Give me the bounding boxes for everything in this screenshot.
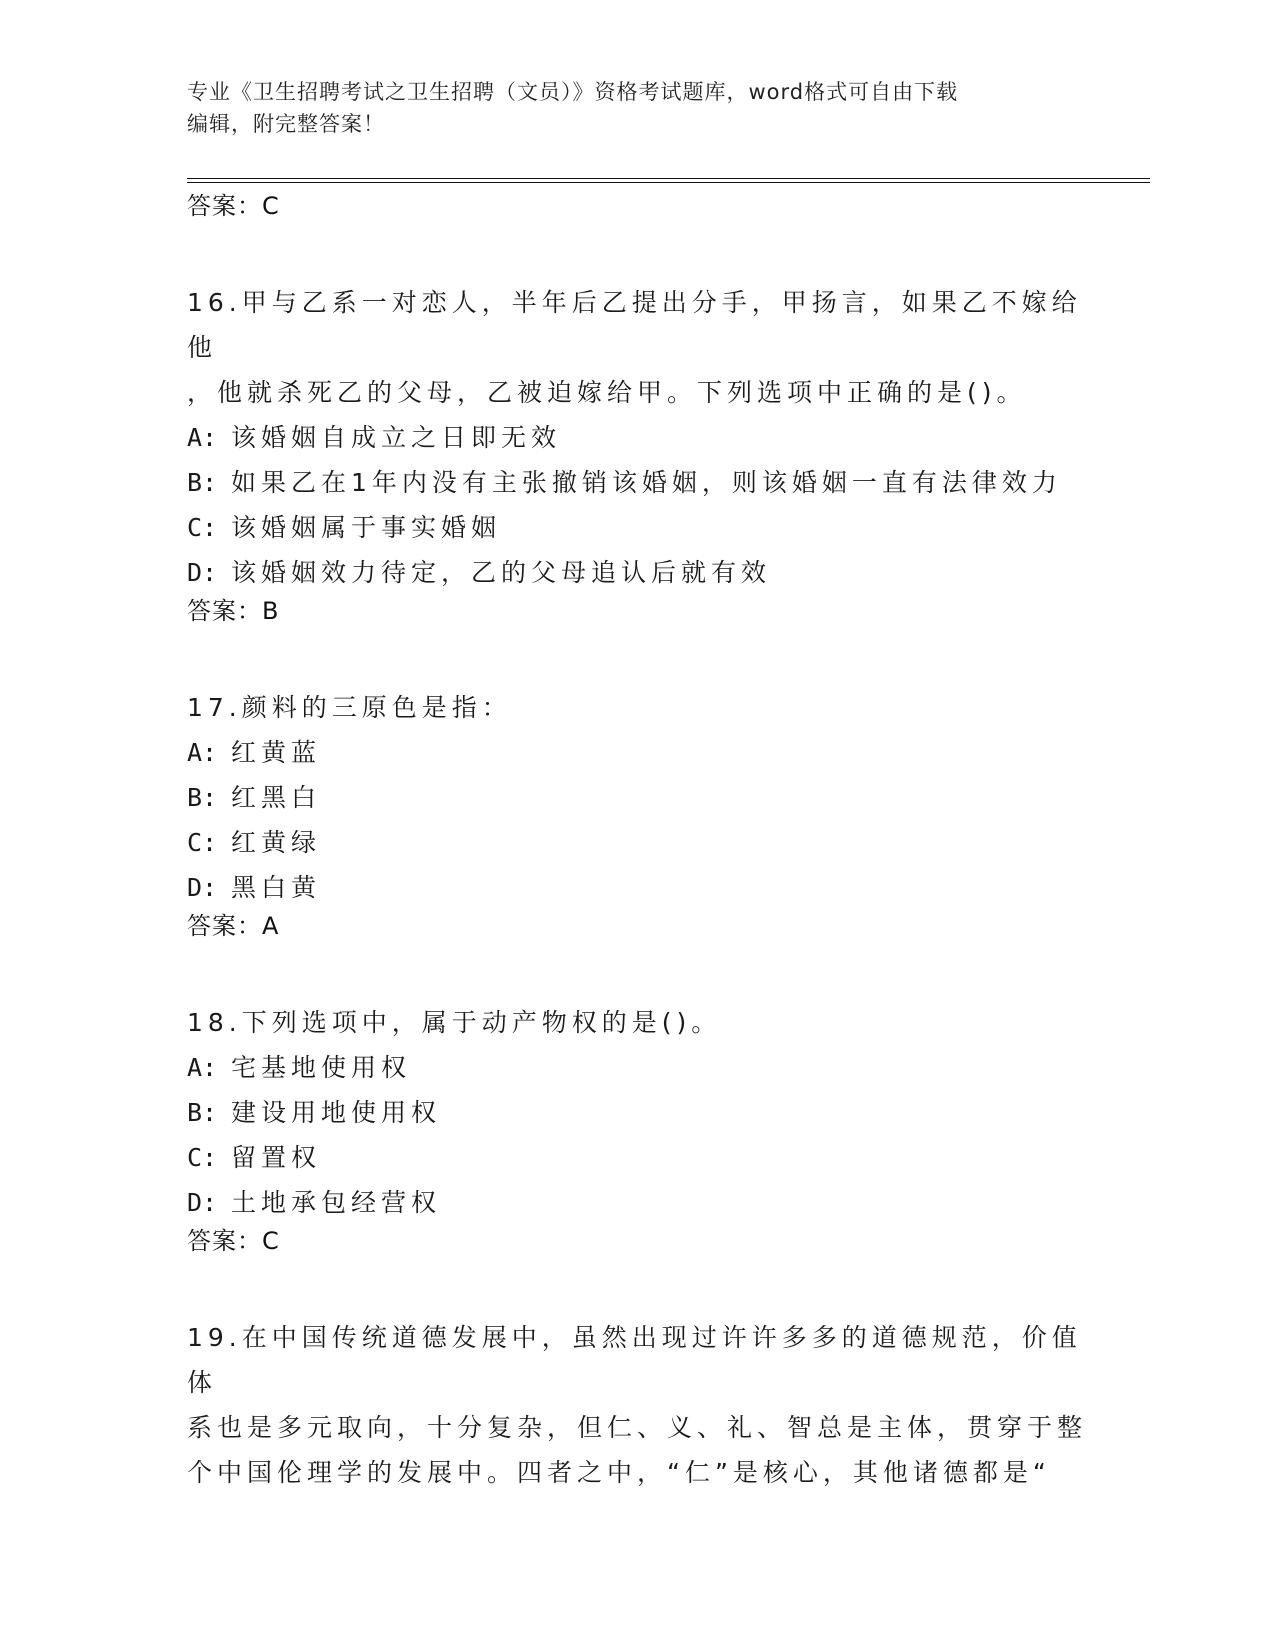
- option-c: [187, 505, 1087, 550]
- question-text-line: ，他就杀死乙的父母，乙被迫嫁给甲。下列选项中正确的是()。: [187, 378, 1027, 407]
- option-a: [187, 415, 1087, 460]
- option-letter: B:: [187, 783, 218, 812]
- header-line-2: 编辑，附完整答案！: [187, 112, 385, 136]
- answer-17: 答案：A: [187, 912, 280, 940]
- option-a: [187, 730, 1087, 775]
- question-text-line: 系也是多元取向，十分复杂，但仁、义、礼、智总是主体，贯穿于整: [187, 1413, 1088, 1442]
- answer-18: 答案：C: [187, 1227, 280, 1255]
- question-text-line: 16.甲与乙系一对恋人，半年后乙提出分手，甲扬言，如果乙不嫁给他: [187, 288, 1082, 362]
- option-text: 土地承包经营权: [231, 1188, 442, 1217]
- option-b: [187, 1090, 1087, 1135]
- option-text: 建设用地使用权: [231, 1098, 442, 1127]
- option-text: 红黄绿: [231, 828, 322, 857]
- option-text: 红黄蓝: [231, 738, 322, 767]
- option-text: 宅基地使用权: [231, 1053, 412, 1082]
- option-a: [187, 1045, 1087, 1090]
- option-letter: D:: [187, 873, 218, 902]
- option-c: [187, 1135, 1087, 1180]
- option-text: 留置权: [231, 1143, 322, 1172]
- question-17-text: [187, 685, 1087, 730]
- option-text: 该婚姻效力待定，乙的父母追认后就有效: [231, 558, 772, 587]
- option-c: [187, 820, 1087, 865]
- question-18: [187, 1000, 1087, 1270]
- option-letter: B:: [187, 468, 218, 497]
- question-text-line: 19.在中国传统道德发展中，虽然出现过许许多多的道德规范，价值体: [187, 1323, 1082, 1397]
- option-letter: B:: [187, 1098, 218, 1127]
- answer-15: 答案：C: [187, 192, 280, 220]
- option-letter: A:: [187, 1053, 218, 1082]
- question-16-text: [187, 280, 1087, 415]
- option-text: 黑白黄: [231, 873, 322, 902]
- question-16: [187, 280, 1087, 640]
- option-letter: D:: [187, 558, 218, 587]
- document-body: [187, 190, 1087, 1495]
- option-d: [187, 550, 1087, 595]
- question-19: [187, 1315, 1087, 1495]
- option-d: [187, 865, 1087, 910]
- header-divider: [187, 178, 1150, 183]
- option-letter: A:: [187, 423, 218, 452]
- header-line-1: 专业《卫生招聘考试之卫生招聘（文员）》资格考试题库，word格式可自由下载: [187, 80, 959, 104]
- option-text: 红黑白: [231, 783, 322, 812]
- answer-16: 答案：B: [187, 597, 280, 625]
- question-18-text: [187, 1000, 1087, 1045]
- option-letter: C:: [187, 828, 218, 857]
- question-19-text: [187, 1315, 1087, 1495]
- question-17: [187, 685, 1087, 955]
- option-letter: C:: [187, 1143, 218, 1172]
- option-text: 该婚姻自成立之日即无效: [231, 423, 562, 452]
- option-b: [187, 775, 1087, 820]
- option-b: [187, 460, 1087, 505]
- option-d: [187, 1180, 1087, 1225]
- option-letter: C:: [187, 513, 218, 542]
- question-text-line: 个中国伦理学的发展中。四者之中，“仁”是核心，其他诸德都是“: [187, 1458, 1051, 1487]
- question-text-line: 17.颜料的三原色是指：: [187, 693, 512, 722]
- question-text-line: 18.下列选项中，属于动产物权的是()。: [187, 1008, 722, 1037]
- option-letter: A:: [187, 738, 218, 767]
- page-header: [187, 76, 1087, 140]
- option-text: 如果乙在1年内没有主张撤销该婚姻，则该婚姻一直有法律效力: [231, 468, 1062, 497]
- option-text: 该婚姻属于事实婚姻: [231, 513, 502, 542]
- option-letter: D:: [187, 1188, 218, 1217]
